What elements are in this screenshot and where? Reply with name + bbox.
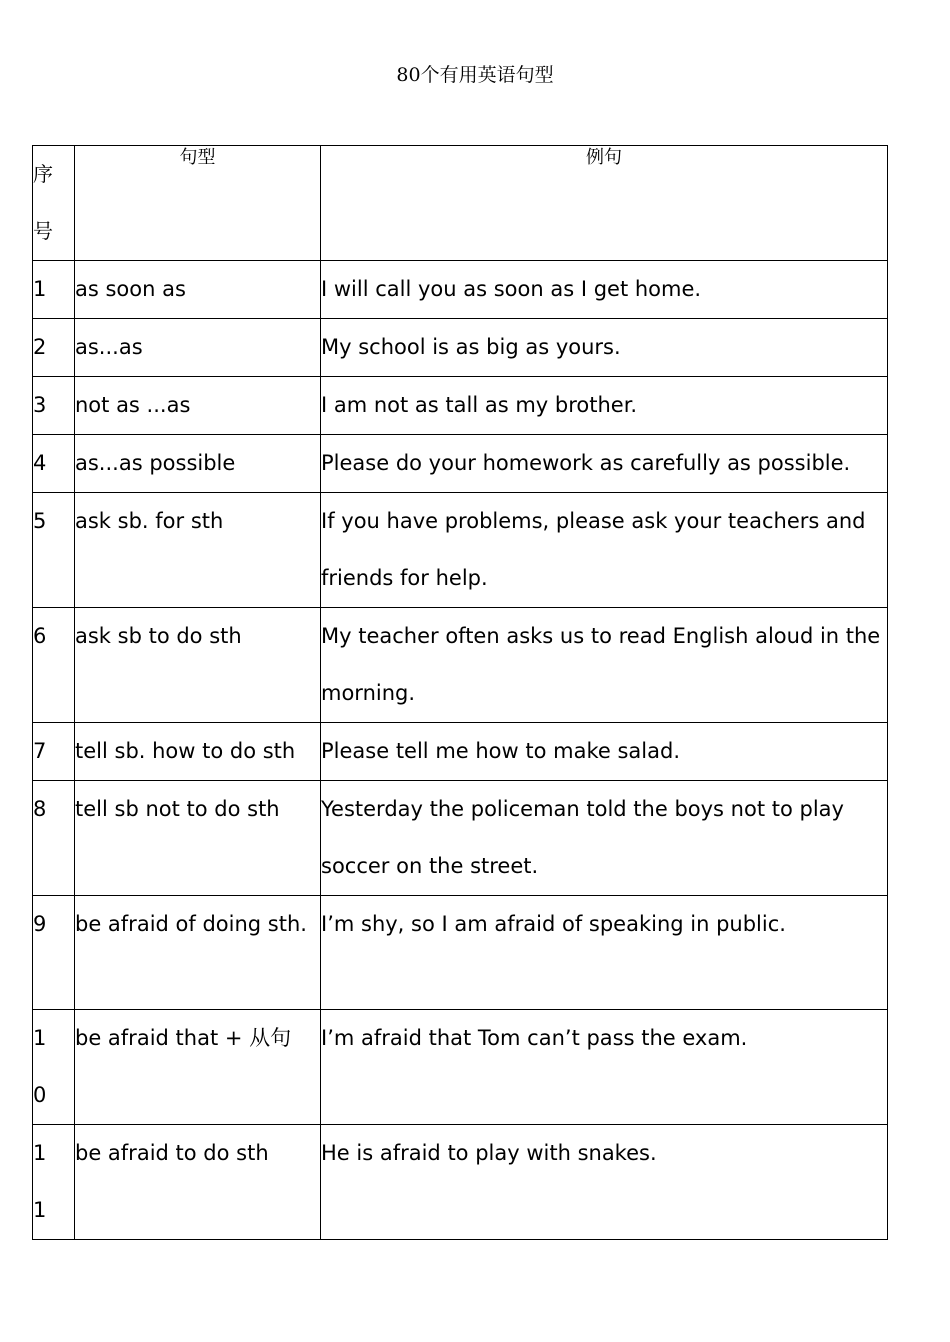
row-pattern: be afraid to do sth — [75, 1125, 321, 1240]
row-number: 1 — [33, 261, 75, 319]
row-example: I’m shy, so I am afraid of speaking in public. — [321, 896, 888, 1010]
row-example: I will call you as soon as I get home. — [321, 261, 888, 319]
row-pattern: as...as — [75, 319, 321, 377]
table-row — [33, 723, 888, 781]
table-row — [33, 1125, 888, 1240]
header-example: 例句 — [321, 146, 888, 261]
table-row — [33, 493, 888, 608]
table-row — [33, 261, 888, 319]
row-example: I am not as tall as my brother. — [321, 377, 888, 435]
row-pattern: tell sb not to do sth — [75, 781, 321, 896]
row-number-line1: 1 — [33, 1026, 47, 1050]
row-example: Please tell me how to make salad. — [321, 723, 888, 781]
row-number-line1: 1 — [33, 1141, 47, 1165]
row-number: 6 — [33, 608, 75, 723]
row-example: My school is as big as yours. — [321, 319, 888, 377]
row-number: 5 — [33, 493, 75, 608]
row-example: He is afraid to play with snakes. — [321, 1125, 888, 1240]
row-pattern: be afraid that + 从句 — [75, 1010, 321, 1125]
table-row — [33, 435, 888, 493]
row-pattern: be afraid of doing sth. — [75, 896, 321, 1010]
row-number-line2: 1 — [33, 1198, 47, 1222]
row-pattern: not as ...as — [75, 377, 321, 435]
table-row — [33, 608, 888, 723]
header-number-line1: 序 — [33, 162, 53, 186]
row-pattern: tell sb. how to do sth — [75, 723, 321, 781]
row-example: Please do your homework as carefully as possible. — [321, 435, 888, 493]
table-row — [33, 377, 888, 435]
row-number: 7 — [33, 723, 75, 781]
table-header-row — [33, 146, 888, 261]
row-number: 2 — [33, 319, 75, 377]
row-pattern: ask sb. for sth — [75, 493, 321, 608]
row-example: Yesterday the policeman told the boys not to play soccer on the street. — [321, 781, 888, 896]
row-pattern: as soon as — [75, 261, 321, 319]
row-pattern: as...as possible — [75, 435, 321, 493]
sentence-pattern-table — [32, 145, 888, 1240]
row-example: If you have problems, please ask your teachers and friends for help. — [321, 493, 888, 608]
table-row — [33, 896, 888, 1010]
row-number-line2: 0 — [33, 1083, 47, 1107]
document-title: 80个有用英语句型 — [396, 64, 554, 86]
header-pattern: 句型 — [75, 146, 321, 261]
row-example: My teacher often asks us to read English aloud in the morning. — [321, 608, 888, 723]
row-number — [33, 1125, 75, 1240]
header-number — [33, 146, 75, 261]
row-example: I’m afraid that Tom can’t pass the exam. — [321, 1010, 888, 1125]
table-row — [33, 1010, 888, 1125]
row-number — [33, 1010, 75, 1125]
row-number: 3 — [33, 377, 75, 435]
table-row — [33, 319, 888, 377]
row-number: 4 — [33, 435, 75, 493]
header-number-line2: 号 — [33, 219, 53, 243]
table-row — [33, 781, 888, 896]
row-pattern: ask sb to do sth — [75, 608, 321, 723]
row-number: 9 — [33, 896, 75, 1010]
row-number: 8 — [33, 781, 75, 896]
